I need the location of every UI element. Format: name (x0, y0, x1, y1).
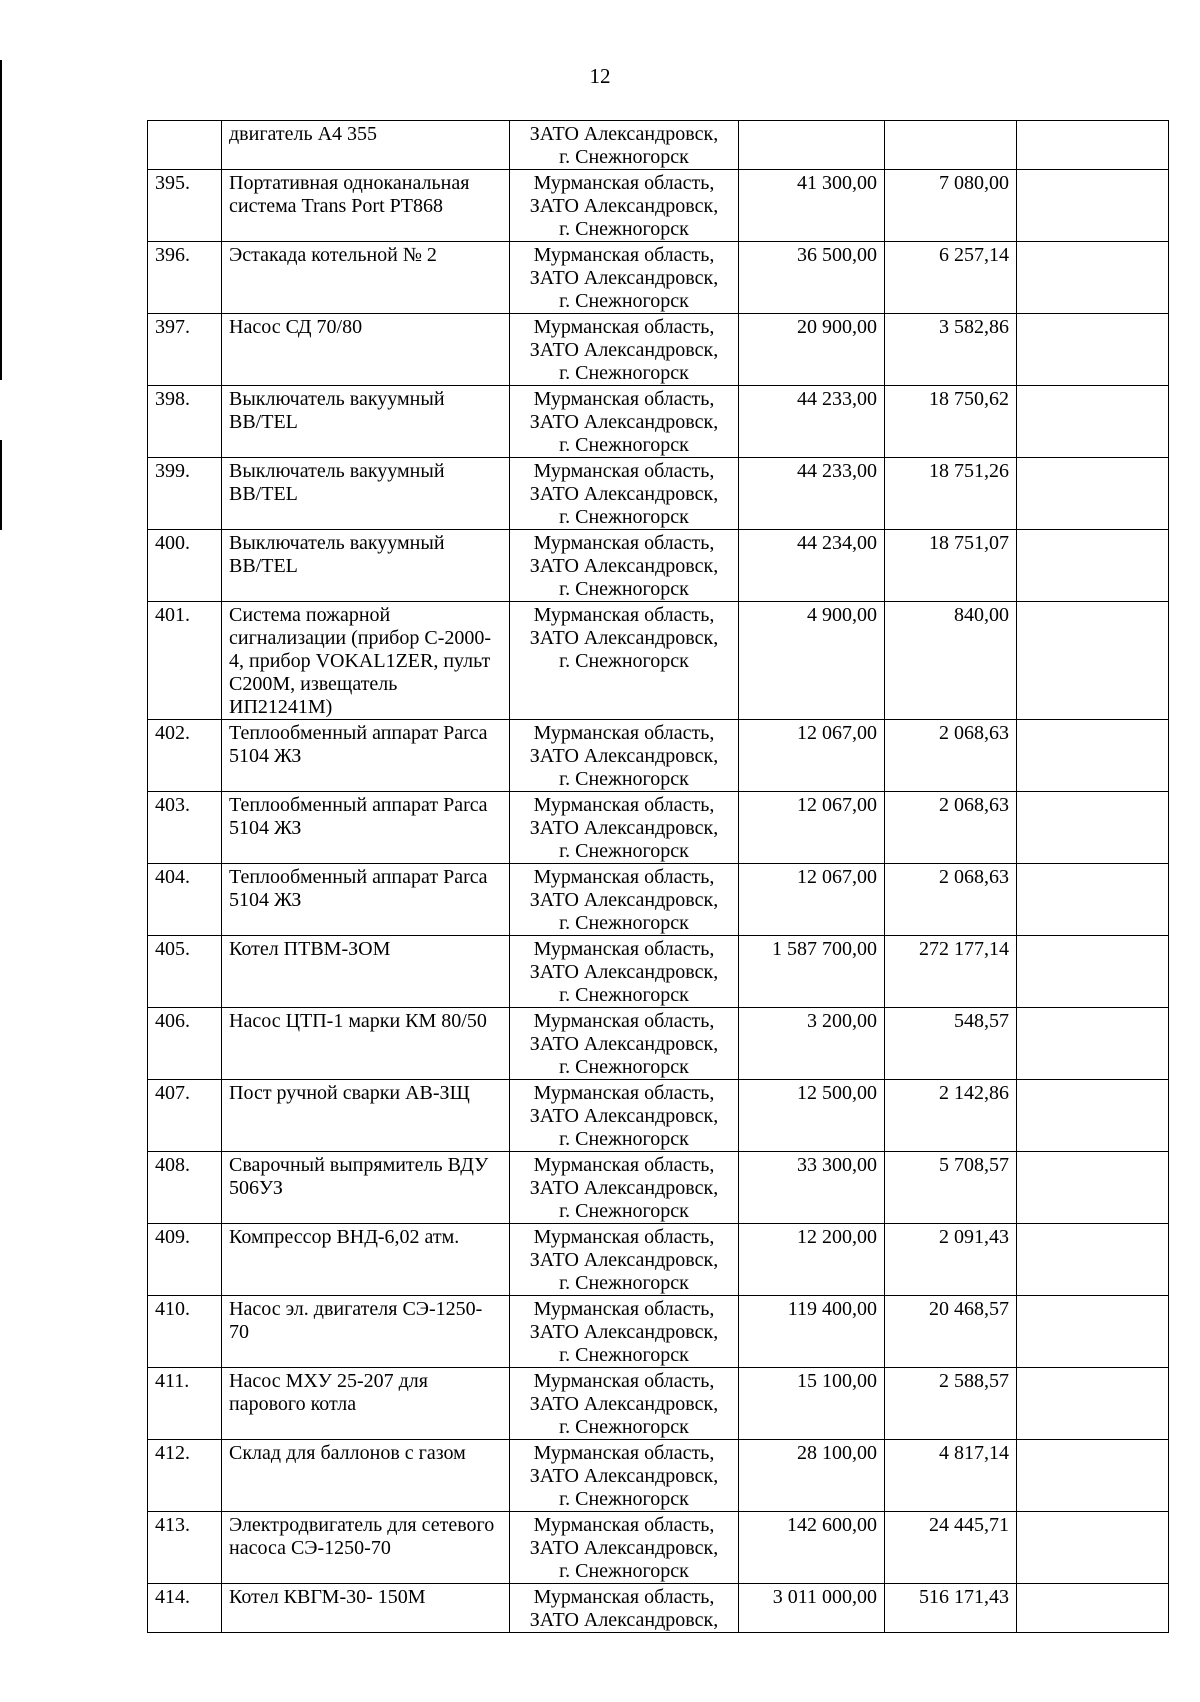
address-line: Мурманская область, (533, 172, 715, 194)
value-cell-1: 15 100,00 (739, 1368, 885, 1440)
address-line: Мурманская область, (533, 866, 715, 888)
address-cell (510, 1368, 739, 1440)
address-line: г. Снежногорск (559, 1344, 689, 1366)
address-line: Мурманская область, (533, 1442, 715, 1464)
address-line: г. Снежногорск (559, 1272, 689, 1294)
address-line: ЗАТО Александровск, (529, 267, 719, 289)
value-cell-2: 2 068,63 (885, 864, 1017, 936)
item-name-cell: Котел ПТВМ-ЗОМ (222, 936, 510, 1008)
row-number-cell: 405. (148, 936, 222, 1008)
item-name-cell: Сварочный выпрямитель ВДУ 506УЗ (222, 1152, 510, 1224)
empty-cell (1017, 720, 1169, 792)
empty-cell (1017, 792, 1169, 864)
value-cell-1: 12 067,00 (739, 864, 885, 936)
table-row (148, 386, 1169, 458)
address-line: ЗАТО Александровск, (529, 483, 719, 505)
value-cell-1: 142 600,00 (739, 1512, 885, 1584)
table-row (148, 1296, 1169, 1368)
address-line: г. Снежногорск (559, 650, 689, 672)
address-line: Мурманская область, (533, 1586, 715, 1608)
empty-cell (1017, 1152, 1169, 1224)
row-number-cell: 407. (148, 1080, 222, 1152)
value-cell-1: 28 100,00 (739, 1440, 885, 1512)
value-cell-1: 36 500,00 (739, 242, 885, 314)
address-cell (510, 1296, 739, 1368)
value-cell-1: 20 900,00 (739, 314, 885, 386)
value-cell-1: 41 300,00 (739, 170, 885, 242)
table-row (148, 314, 1169, 386)
empty-cell (1017, 242, 1169, 314)
address-line: ЗАТО Александровск, (529, 961, 719, 983)
value-cell-2: 548,57 (885, 1008, 1017, 1080)
address-line: ЗАТО Александровск, (529, 1321, 719, 1343)
address-cell (510, 602, 739, 720)
value-cell-1: 1 587 700,00 (739, 936, 885, 1008)
item-name-cell: Теплообменный аппарат Parca 5104 ЖЗ (222, 792, 510, 864)
row-number-cell: 406. (148, 1008, 222, 1080)
empty-cell (1017, 170, 1169, 242)
address-line: ЗАТО Александровск, (529, 745, 719, 767)
row-number-cell: 413. (148, 1512, 222, 1584)
row-number-cell: 398. (148, 386, 222, 458)
address-cell (510, 121, 739, 170)
address-line: ЗАТО Александровск, (529, 1465, 719, 1487)
value-cell-1: 3 011 000,00 (739, 1584, 885, 1633)
value-cell-1: 4 900,00 (739, 602, 885, 720)
value-cell-1: 44 233,00 (739, 458, 885, 530)
value-cell-1: 33 300,00 (739, 1152, 885, 1224)
address-line: г. Снежногорск (559, 768, 689, 790)
address-line: ЗАТО Александровск, (529, 555, 719, 577)
row-number-cell: 397. (148, 314, 222, 386)
inventory-table (147, 120, 1169, 1633)
table-row (148, 242, 1169, 314)
value-cell-1: 12 067,00 (739, 792, 885, 864)
value-cell-2: 18 751,07 (885, 530, 1017, 602)
value-cell-1: 44 233,00 (739, 386, 885, 458)
address-line: г. Снежногорск (559, 1488, 689, 1510)
item-name-cell: двигатель А4 355 (222, 121, 510, 170)
empty-cell (1017, 936, 1169, 1008)
address-line: ЗАТО Александровск, (529, 1393, 719, 1415)
item-name-cell: Насос эл. двигателя СЭ-1250-70 (222, 1296, 510, 1368)
item-name-cell: Эстакада котельной № 2 (222, 242, 510, 314)
table-row (148, 1512, 1169, 1584)
address-line: Мурманская область, (533, 388, 715, 410)
address-line: ЗАТО Александровск, (529, 1177, 719, 1199)
empty-cell (1017, 1296, 1169, 1368)
value-cell-2: 20 468,57 (885, 1296, 1017, 1368)
address-line: Мурманская область, (533, 244, 715, 266)
row-number-cell: 395. (148, 170, 222, 242)
table-row (148, 1368, 1169, 1440)
address-line: Мурманская область, (533, 532, 715, 554)
row-number-cell: 409. (148, 1224, 222, 1296)
table-row (148, 458, 1169, 530)
table-row (148, 1152, 1169, 1224)
page-number: 12 (589, 64, 611, 88)
address-line: Мурманская область, (533, 1226, 715, 1248)
table-row (148, 170, 1169, 242)
table-row (148, 720, 1169, 792)
address-cell (510, 242, 739, 314)
value-cell-2: 6 257,14 (885, 242, 1017, 314)
empty-cell (1017, 314, 1169, 386)
table-row (148, 602, 1169, 720)
empty-cell (1017, 1080, 1169, 1152)
row-number-cell: 414. (148, 1584, 222, 1633)
value-cell-2 (885, 121, 1017, 170)
item-name-cell: Выключатель вакуумный BB/TEL (222, 458, 510, 530)
row-number-cell: 404. (148, 864, 222, 936)
address-line: ЗАТО Александровск, (529, 1249, 719, 1271)
address-cell (510, 1152, 739, 1224)
address-line: Мурманская область, (533, 938, 715, 960)
address-line: г. Снежногорск (559, 218, 689, 240)
empty-cell (1017, 1368, 1169, 1440)
address-line: ЗАТО Александровск, (529, 195, 719, 217)
row-number-cell: 399. (148, 458, 222, 530)
address-cell (510, 458, 739, 530)
table-row-continuation (148, 121, 1169, 170)
address-line: ЗАТО Александровск, (529, 1609, 719, 1631)
address-line: г. Снежногорск (559, 578, 689, 600)
address-line: г. Снежногорск (559, 1560, 689, 1582)
value-cell-2: 840,00 (885, 602, 1017, 720)
table-row (148, 1080, 1169, 1152)
row-number-cell (148, 121, 222, 170)
address-line: г. Снежногорск (559, 840, 689, 862)
address-cell (510, 936, 739, 1008)
empty-cell (1017, 1512, 1169, 1584)
address-cell (510, 1584, 739, 1633)
item-name-cell: Склад для баллонов с газом (222, 1440, 510, 1512)
item-name-cell: Насос ЦТП-1 марки КМ 80/50 (222, 1008, 510, 1080)
address-line: г. Снежногорск (559, 984, 689, 1006)
row-number-cell: 396. (148, 242, 222, 314)
address-line: Мурманская область, (533, 1010, 715, 1032)
value-cell-2: 2 091,43 (885, 1224, 1017, 1296)
empty-cell (1017, 386, 1169, 458)
address-line: Мурманская область, (533, 1514, 715, 1536)
table-row (148, 864, 1169, 936)
item-name-cell: Котел КВГМ-30- 150М (222, 1584, 510, 1633)
value-cell-1: 12 067,00 (739, 720, 885, 792)
address-cell (510, 792, 739, 864)
row-number-cell: 401. (148, 602, 222, 720)
empty-cell (1017, 1224, 1169, 1296)
table-row (148, 1224, 1169, 1296)
row-number-cell: 403. (148, 792, 222, 864)
row-number-cell: 402. (148, 720, 222, 792)
address-line: г. Снежногорск (559, 912, 689, 934)
value-cell-2: 516 171,43 (885, 1584, 1017, 1633)
address-cell (510, 1008, 739, 1080)
row-number-cell: 408. (148, 1152, 222, 1224)
address-line: Мурманская область, (533, 316, 715, 338)
item-name-cell: Выключатель вакуумный BB/TEL (222, 386, 510, 458)
address-line: Мурманская область, (533, 1082, 715, 1104)
empty-cell (1017, 864, 1169, 936)
empty-cell (1017, 1584, 1169, 1633)
address-cell (510, 386, 739, 458)
address-line: Мурманская область, (533, 1154, 715, 1176)
value-cell-1: 12 500,00 (739, 1080, 885, 1152)
value-cell-2: 18 750,62 (885, 386, 1017, 458)
table-body (148, 121, 1169, 1633)
address-line: ЗАТО Александровск, (529, 627, 719, 649)
value-cell-2: 24 445,71 (885, 1512, 1017, 1584)
empty-cell (1017, 602, 1169, 720)
address-line: Мурманская область, (533, 794, 715, 816)
address-line: г. Снежногорск (559, 362, 689, 384)
address-line: г. Снежногорск (559, 506, 689, 528)
address-line: ЗАТО Александровск, (529, 1033, 719, 1055)
value-cell-2: 2 068,63 (885, 720, 1017, 792)
address-line: Мурманская область, (533, 722, 715, 744)
item-name-cell: Насос СД 70/80 (222, 314, 510, 386)
address-line: г. Снежногорск (559, 1056, 689, 1078)
empty-cell (1017, 458, 1169, 530)
address-line: Мурманская область, (533, 604, 715, 626)
value-cell-1: 12 200,00 (739, 1224, 885, 1296)
item-name-cell: Выключатель вакуумный BB/TEL (222, 530, 510, 602)
address-line: г. Снежногорск (559, 434, 689, 456)
table-row (148, 530, 1169, 602)
item-name-cell: Электродвигатель для сетевого насоса СЭ-1250-70 (222, 1512, 510, 1584)
table-row (148, 1008, 1169, 1080)
value-cell-2: 2 068,63 (885, 792, 1017, 864)
scan-edge-mark (0, 440, 2, 530)
address-line: ЗАТО Александровск, (529, 411, 719, 433)
item-name-cell: Теплообменный аппарат Parca 5104 ЖЗ (222, 864, 510, 936)
table-row (148, 936, 1169, 1008)
empty-cell (1017, 121, 1169, 170)
row-number-cell: 412. (148, 1440, 222, 1512)
scan-edge-mark (0, 60, 2, 380)
value-cell-2: 2 588,57 (885, 1368, 1017, 1440)
item-name-cell: Система пожарной сигнализации (прибор С-2000-4, прибор VOKAL1ZER, пульт С200М, извещатель ИП21241М) (222, 602, 510, 720)
row-number-cell: 410. (148, 1296, 222, 1368)
address-line: Мурманская область, (533, 1298, 715, 1320)
row-number-cell: 400. (148, 530, 222, 602)
value-cell-2: 18 751,26 (885, 458, 1017, 530)
item-name-cell: Насос МХУ 25-207 для парового котла (222, 1368, 510, 1440)
address-line: г. Снежногорск (559, 146, 689, 168)
table-row (148, 1440, 1169, 1512)
table-row (148, 792, 1169, 864)
empty-cell (1017, 530, 1169, 602)
value-cell-2: 5 708,57 (885, 1152, 1017, 1224)
value-cell-1: 119 400,00 (739, 1296, 885, 1368)
address-cell (510, 720, 739, 792)
value-cell-2: 4 817,14 (885, 1440, 1017, 1512)
value-cell-1 (739, 121, 885, 170)
address-cell (510, 314, 739, 386)
empty-cell (1017, 1008, 1169, 1080)
item-name-cell: Пост ручной сварки АВ-ЗЩ (222, 1080, 510, 1152)
address-line: г. Снежногорск (559, 290, 689, 312)
address-line: г. Снежногорск (559, 1416, 689, 1438)
address-line: ЗАТО Александровск, (529, 889, 719, 911)
item-name-cell: Теплообменный аппарат Parca 5104 ЖЗ (222, 720, 510, 792)
value-cell-2: 3 582,86 (885, 314, 1017, 386)
value-cell-2: 272 177,14 (885, 936, 1017, 1008)
address-line: Мурманская область, (533, 460, 715, 482)
address-line: г. Снежногорск (559, 1128, 689, 1150)
value-cell-1: 44 234,00 (739, 530, 885, 602)
address-cell (510, 530, 739, 602)
address-cell (510, 864, 739, 936)
address-line: ЗАТО Александровск, (529, 817, 719, 839)
value-cell-2: 2 142,86 (885, 1080, 1017, 1152)
address-line: ЗАТО Александровск, (529, 1105, 719, 1127)
address-line: ЗАТО Александровск, (529, 1537, 719, 1559)
row-number-cell: 411. (148, 1368, 222, 1440)
address-cell (510, 1440, 739, 1512)
address-line: ЗАТО Александровск, (529, 339, 719, 361)
value-cell-2: 7 080,00 (885, 170, 1017, 242)
address-cell (510, 1512, 739, 1584)
item-name-cell: Портативная одноканальная система Trans Port PT868 (222, 170, 510, 242)
value-cell-1: 3 200,00 (739, 1008, 885, 1080)
table-row-last (148, 1584, 1169, 1633)
address-cell (510, 1224, 739, 1296)
address-line: Мурманская область, (533, 1370, 715, 1392)
address-cell (510, 170, 739, 242)
address-line: ЗАТО Александровск, (529, 123, 719, 145)
address-cell (510, 1080, 739, 1152)
address-line: г. Снежногорск (559, 1200, 689, 1222)
empty-cell (1017, 1440, 1169, 1512)
item-name-cell: Компрессор ВНД-6,02 атм. (222, 1224, 510, 1296)
